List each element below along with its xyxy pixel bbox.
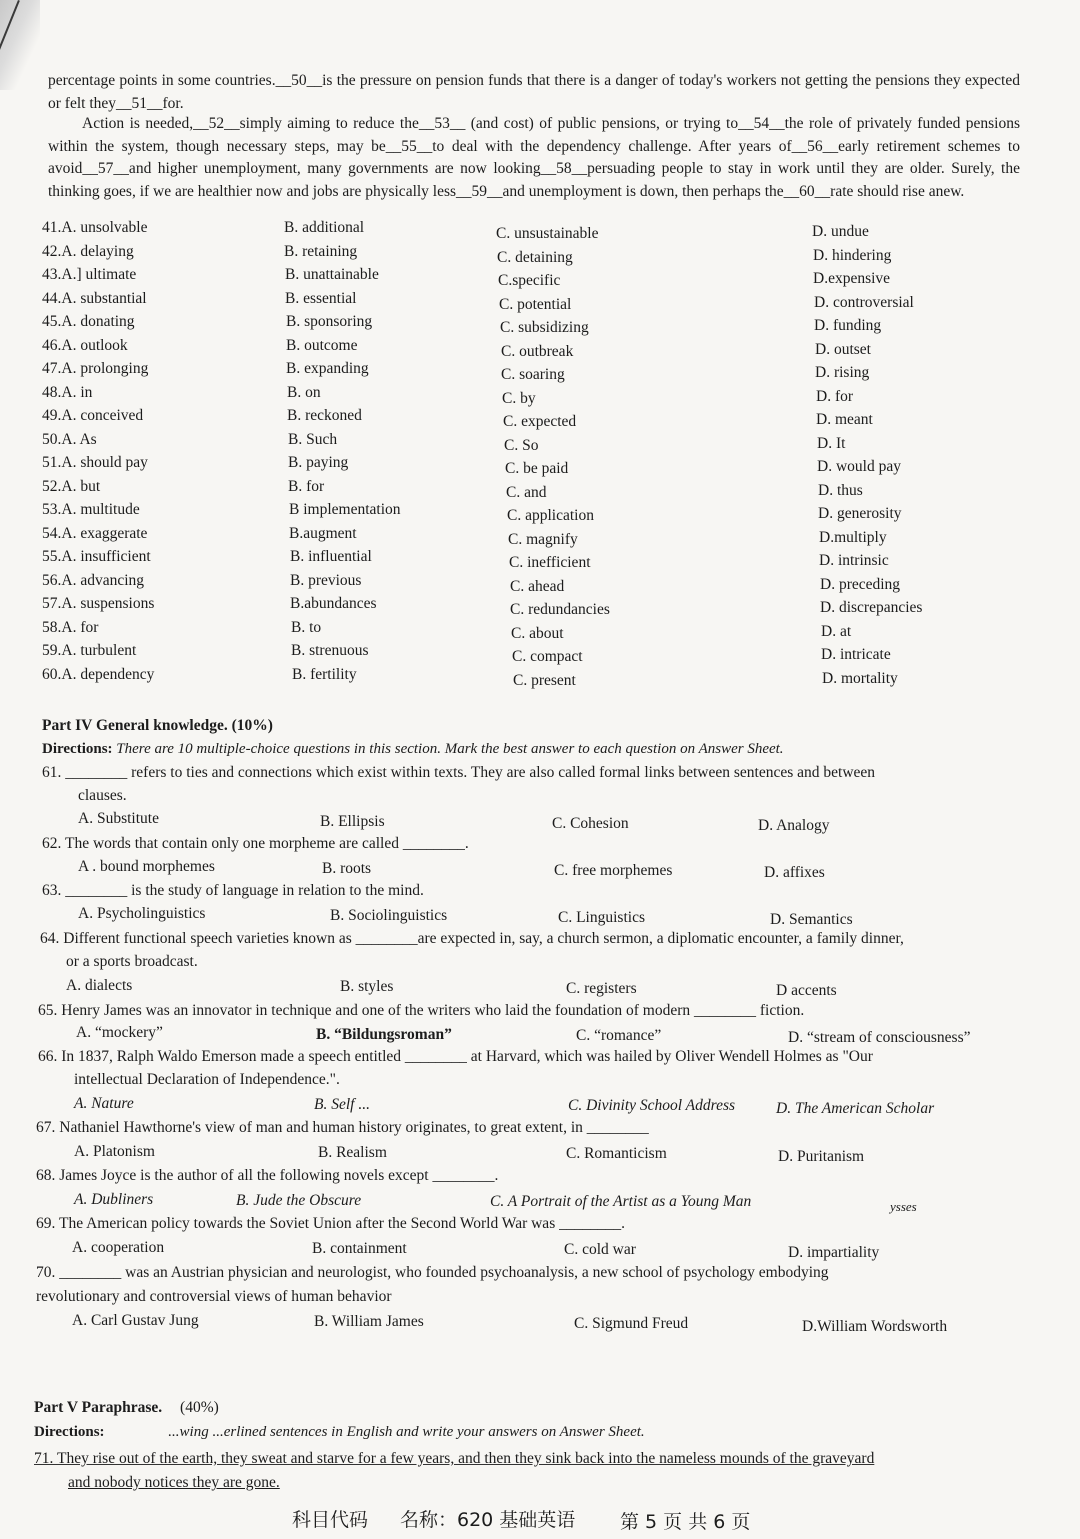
- option-63-a: A. Psycholinguistics: [78, 905, 206, 922]
- cloze-option-d: D. meant: [816, 411, 873, 428]
- cloze-option-b: B. unattainable: [285, 266, 379, 283]
- cloze-option-d: D.multiply: [819, 529, 887, 546]
- question-63: 63. ________ is the study of language in relation to the mind.: [42, 882, 424, 899]
- cloze-option-b: B. sponsoring: [286, 313, 373, 330]
- question-65: 65. Henry James was an innovator in technique and one of the writers who laid the foundation of modern ________ fiction.: [38, 1002, 805, 1019]
- cloze-item-48: [42, 384, 92, 402]
- cloze-number: 57.: [42, 595, 62, 612]
- question-70-cont: revolutionary and controversial views of human behavior: [36, 1288, 392, 1305]
- cloze-option-c: C.specific: [498, 272, 561, 289]
- option-65-a: A. “mockery”: [76, 1024, 163, 1041]
- question-66: 66. In 1837, Ralph Waldo Emerson made a speech entitled ________ at Harvard, which was hailed by Oliver Wendell Holmes as "Our: [38, 1048, 873, 1065]
- cloze-option-d: D. intricate: [821, 646, 891, 663]
- option-69-a: A. cooperation: [72, 1239, 165, 1256]
- cloze-option-a: A. should pay: [61, 454, 148, 471]
- cloze-option-c: C. by: [502, 390, 536, 407]
- question-70: 70. ________ was an Austrian physician and neurologist, who founded psychoanalysis, a new school of psychology embodying: [36, 1264, 829, 1281]
- cloze-option-a: A. unsolvable: [61, 219, 148, 236]
- cloze-option-b: B. fertility: [292, 666, 357, 683]
- cloze-option-d: D.expensive: [813, 270, 891, 287]
- cloze-option-c: C. inefficient: [509, 554, 591, 571]
- cloze-number: 58.: [42, 619, 62, 636]
- cloze-number: 42.: [42, 243, 62, 260]
- cloze-number: 52.: [42, 478, 62, 495]
- option-68-a: A. Dubliners: [74, 1191, 154, 1208]
- option-69-d: D. impartiality: [788, 1244, 880, 1261]
- cloze-option-a: A. suspensions: [61, 595, 155, 612]
- cloze-option-d: D. undue: [812, 223, 869, 240]
- cloze-item-41: [42, 219, 147, 237]
- option-70-d: D.William Wordsworth: [802, 1318, 948, 1335]
- cloze-item-56: [42, 572, 144, 590]
- question-71-line1: 71. They rise out of the earth, they sweat and starve for a few years, and then they sink back into the nameless mounds of the graveyard: [34, 1450, 875, 1467]
- cloze-option-b: B. reckoned: [287, 407, 362, 424]
- cloze-option-d: D. would pay: [817, 458, 901, 475]
- cloze-number: 44.: [42, 290, 62, 307]
- cloze-number: 47.: [42, 360, 62, 377]
- cloze-option-a: A. multitude: [61, 501, 140, 518]
- question-68: 68. James Joyce is the author of all the following novels except ________.: [36, 1167, 499, 1184]
- question-64-cont: or a sports broadcast.: [66, 953, 198, 970]
- cloze-item-45: [42, 313, 135, 331]
- part-iv-directions: [42, 741, 784, 758]
- cloze-option-d: D. outset: [815, 341, 871, 358]
- cloze-option-b: B. influential: [290, 548, 372, 565]
- cloze-option-c: C. redundancies: [510, 601, 610, 618]
- cloze-option-b: B.augment: [289, 525, 357, 542]
- option-61-d: D. Analogy: [758, 817, 830, 834]
- option-65-b: B. “Bildungsroman”: [316, 1026, 452, 1043]
- cloze-option-d: D. It: [817, 435, 846, 452]
- cloze-option-b: B. strenuous: [291, 642, 369, 659]
- option-68-d-fragment: ysses: [890, 1199, 917, 1214]
- option-66-d: D. The American Scholar: [776, 1100, 935, 1117]
- cloze-number: 50.: [42, 431, 62, 448]
- option-61-a: A. Substitute: [78, 810, 159, 827]
- scan-corner-shadow: [0, 0, 40, 90]
- cloze-number: 51.: [42, 454, 62, 471]
- cloze-option-c: C. So: [504, 437, 539, 454]
- cloze-option-d: D. intrinsic: [819, 552, 889, 569]
- cloze-option-d: D. generosity: [818, 505, 902, 522]
- cloze-option-b: B. expanding: [286, 360, 369, 377]
- cloze-number: 48.: [42, 384, 62, 401]
- cloze-option-a: A. for: [61, 619, 99, 636]
- cloze-option-b: B. additional: [284, 219, 365, 236]
- option-61-b: B. Ellipsis: [320, 813, 385, 830]
- option-65-d: D. “stream of consciousness”: [788, 1029, 971, 1046]
- part-v-title: [34, 1399, 219, 1417]
- option-70-b: B. William James: [314, 1313, 424, 1330]
- cloze-option-c: C. outbreak: [501, 343, 574, 360]
- cloze-option-c: C. and: [506, 484, 547, 501]
- cloze-option-b: B. to: [291, 619, 322, 636]
- option-63-b: B. Sociolinguistics: [330, 907, 448, 924]
- cloze-option-c: C. unsustainable: [496, 225, 599, 242]
- directions-label: Directions:: [42, 741, 113, 757]
- part-v-title-text: Part V Paraphrase.: [34, 1399, 163, 1416]
- question-64: 64. Different functional speech varieties known as ________are expected in, say, a church sermon, a diplomatic encounter, a family dinner,: [40, 930, 904, 947]
- option-64-a: A. dialects: [66, 977, 133, 994]
- cloze-item-58: [42, 619, 98, 637]
- option-65-c: C. “romance”: [576, 1027, 662, 1044]
- option-61-c: C. Cohesion: [552, 815, 629, 832]
- cloze-option-d: D. at: [821, 623, 852, 640]
- directions-text: There are 10 multiple-choice questions in this section. Mark the best answer to each question on Answer Sheet.: [116, 741, 784, 757]
- part-v-percent: (40%): [180, 1399, 219, 1416]
- cloze-number: 53.: [42, 501, 62, 518]
- cloze-option-a: A. outlook: [61, 337, 128, 354]
- cloze-option-b: B. retaining: [284, 243, 358, 260]
- option-66-c: C. Divinity School Address: [568, 1097, 736, 1114]
- cloze-option-c: C. present: [513, 672, 576, 689]
- cloze-option-c: C. compact: [512, 648, 583, 665]
- cloze-option-c: C. expected: [503, 413, 577, 430]
- cloze-option-d: D. funding: [814, 317, 882, 334]
- option-68-c: C. A Portrait of the Artist as a Young Man: [490, 1193, 752, 1210]
- option-67-b: B. Realism: [318, 1144, 387, 1161]
- cloze-item-59: [42, 642, 136, 660]
- cloze-item-60: [42, 666, 154, 684]
- part-v-directions: [34, 1424, 645, 1441]
- cloze-item-47: [42, 360, 148, 378]
- cloze-option-a: A. in: [61, 384, 93, 401]
- cloze-option-a: A. exaggerate: [61, 525, 148, 542]
- cloze-option-a: A. donating: [61, 313, 135, 330]
- cloze-number: 49.: [42, 407, 62, 424]
- cloze-option-a: A. prolonging: [61, 360, 149, 377]
- footer-page-number: 第 5 页 共 6 页: [620, 1511, 751, 1533]
- cloze-option-b: B. for: [288, 478, 325, 495]
- cloze-option-b: B. previous: [290, 572, 362, 589]
- cloze-item-53: [42, 501, 140, 519]
- cloze-option-b: B implementation: [289, 501, 401, 518]
- cloze-option-d: D. preceding: [820, 576, 901, 593]
- option-64-c: C. registers: [566, 980, 637, 997]
- option-70-c: C. Sigmund Freud: [574, 1315, 689, 1332]
- cloze-item-52: [42, 478, 100, 496]
- cloze-option-c: C. application: [507, 507, 594, 524]
- question-61-cont: clauses.: [78, 787, 127, 804]
- cloze-option-a: A. conceived: [61, 407, 144, 424]
- option-69-c: C. cold war: [564, 1241, 636, 1258]
- cloze-option-d: D. thus: [818, 482, 863, 499]
- option-62-a: A . bound morphemes: [78, 858, 215, 875]
- cloze-item-57: [42, 595, 154, 613]
- cloze-option-d: D. mortality: [822, 670, 898, 687]
- cloze-option-a: A. As: [61, 431, 97, 448]
- cloze-option-d: D. hindering: [813, 247, 892, 264]
- cloze-option-b: B. paying: [288, 454, 349, 471]
- cloze-option-d: D. discrepancies: [820, 599, 923, 616]
- option-67-d: D. Puritanism: [778, 1148, 865, 1165]
- cloze-item-54: [42, 525, 147, 543]
- cloze-item-50: [42, 431, 97, 449]
- cloze-number: 41.: [42, 219, 62, 236]
- option-66-a: A. Nature: [74, 1095, 134, 1112]
- cloze-option-c: C. ahead: [510, 578, 565, 595]
- option-69-b: B. containment: [312, 1240, 407, 1257]
- cloze-option-a: A. substantial: [61, 290, 147, 307]
- option-64-b: B. styles: [340, 978, 394, 995]
- cloze-number: 45.: [42, 313, 62, 330]
- question-61: 61. ________ refers to ties and connections which exist within texts. They are also called formal links between sentences and between: [42, 764, 876, 781]
- option-64-d: D accents: [776, 982, 837, 999]
- option-63-c: C. Linguistics: [558, 909, 645, 926]
- question-69: 69. The American policy towards the Soviet Union after the Second World War was ________.: [36, 1215, 625, 1232]
- option-62-b: B. roots: [322, 860, 372, 877]
- cloze-option-b: B. outcome: [286, 337, 358, 354]
- cloze-option-a: A. but: [61, 478, 101, 495]
- passage-paragraph-action: Action is needed,__52__simply aiming to reduce the__53__ (and cost) of public pensions, or trying to__54__the role of privately funded pensions within the system, though necessary steps, may be__55__to deal with the dependency challenge. After years of__56__early retirement schemes to avoid__57__and higher unemployment, many governments are now looking__58__persuading people to stay in work until they are older. Surely, the thinking goes, if we are healthier now and jobs are physically less__59__and unemployment is down, then perhaps the__60__rate should rise anew.: [48, 115, 1020, 200]
- cloze-option-d: D. controversial: [814, 294, 914, 311]
- question-71-line2: and nobody notices they are gone.: [68, 1474, 280, 1491]
- option-67-c: C. Romanticism: [566, 1145, 667, 1162]
- cloze-option-a: A. turbulent: [61, 642, 137, 659]
- option-66-b: B. Self ...: [314, 1096, 370, 1113]
- cloze-number: 60.: [42, 666, 62, 683]
- cloze-item-43: [42, 266, 136, 284]
- question-66-cont: intellectual Declaration of Independence.".: [74, 1071, 340, 1088]
- option-62-d: D. affixes: [764, 864, 825, 881]
- option-67-a: A. Platonism: [74, 1143, 155, 1160]
- cloze-option-b: B.abundances: [290, 595, 377, 612]
- cloze-item-51: [42, 454, 148, 472]
- part-v-directions-text: ...wing ...erlined sentences in English and write your answers on Answer Sheet.: [168, 1424, 645, 1440]
- cloze-number: 54.: [42, 525, 62, 542]
- cloze-option-b: B. essential: [285, 290, 357, 307]
- cloze-item-55: [42, 548, 151, 566]
- option-62-c: C. free morphemes: [554, 862, 673, 879]
- cloze-number: 55.: [42, 548, 62, 565]
- cloze-item-46: [42, 337, 128, 355]
- cloze-option-c: C. soaring: [501, 366, 565, 383]
- cloze-option-a: A. dependency: [61, 666, 155, 683]
- cloze-option-a: A.] ultimate: [61, 266, 137, 283]
- cloze-option-b: B. on: [287, 384, 321, 401]
- cloze-number: 43.: [42, 266, 62, 283]
- cloze-number: 56.: [42, 572, 62, 589]
- cloze-option-c: C. magnify: [508, 531, 578, 548]
- cloze-option-c: C. be paid: [505, 460, 569, 477]
- cloze-option-d: D. rising: [815, 364, 870, 381]
- footer-subject-code: 科目代码: [292, 1509, 369, 1531]
- cloze-option-d: D. for: [816, 388, 854, 405]
- question-62: 62. The words that contain only one morpheme are called ________.: [42, 835, 469, 852]
- question-71: [34, 1450, 874, 1468]
- cloze-item-42: [42, 243, 134, 261]
- cloze-option-c: C. detaining: [497, 249, 573, 266]
- cloze-option-a: A. delaying: [61, 243, 134, 260]
- cloze-number: 46.: [42, 337, 62, 354]
- cloze-item-44: [42, 290, 147, 308]
- option-68-b: B. Jude the Obscure: [236, 1192, 362, 1209]
- cloze-option-a: A. insufficient: [61, 548, 151, 565]
- cloze-option-c: C. subsidizing: [500, 319, 589, 336]
- option-63-d: D. Semantics: [770, 911, 853, 928]
- part-iv-title: Part IV General knowledge. (10%): [42, 717, 273, 734]
- passage-line-50: percentage points in some countries.__50__is the pressure on pension funds that there is a danger of today's workers not getting the pensions they expected or felt they__51__for.: [48, 72, 1020, 112]
- cloze-option-c: C. potential: [499, 296, 572, 313]
- option-70-a: A. Carl Gustav Jung: [72, 1312, 199, 1329]
- footer-subject-name: 名称：620 基础英语: [400, 1509, 576, 1531]
- cloze-option-a: A. advancing: [61, 572, 145, 589]
- cloze-number: 59.: [42, 642, 62, 659]
- question-67: 67. Nathaniel Hawthorne's view of man and human history originates, to great extent, in ________: [36, 1119, 649, 1136]
- cloze-option-b: B. Such: [288, 431, 338, 448]
- cloze-option-c: C. about: [511, 625, 564, 642]
- part-v-directions-label: Directions:: [34, 1424, 105, 1440]
- cloze-item-49: [42, 407, 143, 425]
